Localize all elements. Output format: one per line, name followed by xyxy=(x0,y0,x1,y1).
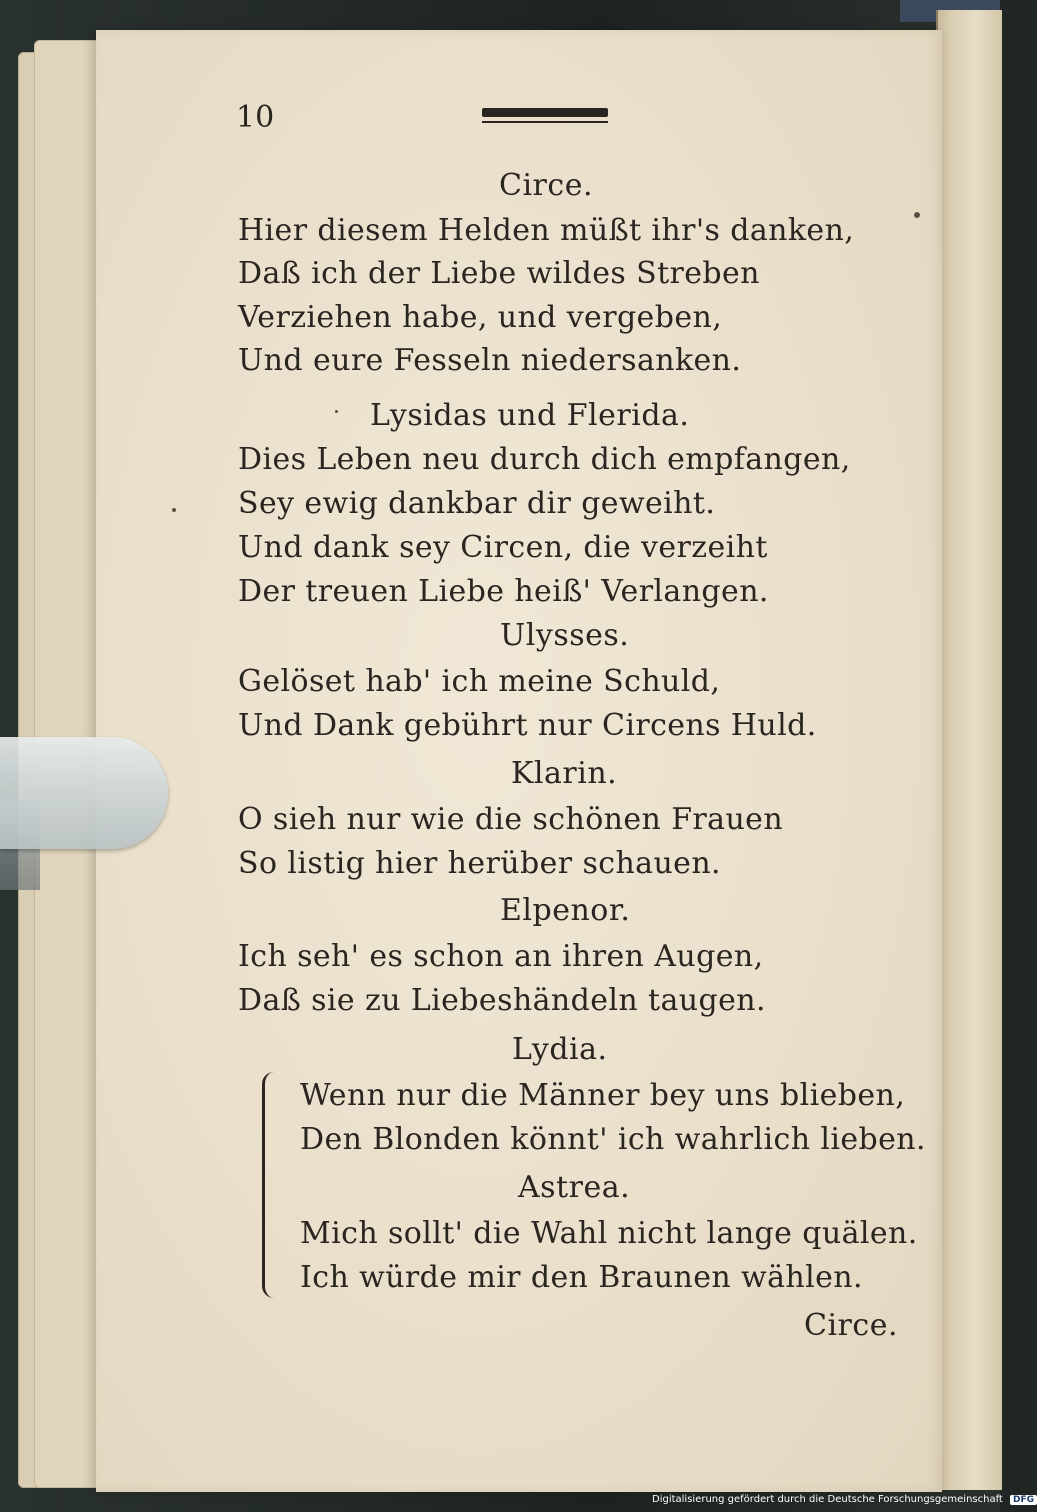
paper-speck xyxy=(914,212,920,218)
speaker-name: Astrea. xyxy=(518,1170,631,1205)
glass-page-clamp xyxy=(0,737,168,849)
verse-line: Wenn nur die Männer bey uns blieben, xyxy=(300,1078,906,1113)
header-rule-thin xyxy=(482,121,608,123)
bracket xyxy=(262,1072,281,1298)
verse-line: Der treuen Liebe heiß' Verlangen. xyxy=(238,574,769,609)
verse-line: Mich sollt' die Wahl nicht lange quälen. xyxy=(300,1216,918,1251)
verse-line: Dies Leben neu durch dich empfangen, xyxy=(238,442,851,477)
footer-text: Digitalisierung gefördert durch die Deutsche Forschungsgemeinschaft xyxy=(652,1494,1003,1505)
verse-line: O sieh nur wie die schönen Frauen xyxy=(238,802,784,837)
verse-line: Und Dank gebührt nur Circens Huld. xyxy=(238,708,817,743)
speaker-name: Elpenor. xyxy=(500,893,631,928)
verse-line: Hier diesem Helden müßt ihr's danken, xyxy=(238,213,855,248)
speaker-name: Klarin. xyxy=(511,756,618,791)
book-right-edge xyxy=(936,10,1002,1490)
paper-speck xyxy=(172,508,176,512)
dfg-logo: DFG xyxy=(1010,1495,1037,1505)
verse-line: Und dank sey Circen, die verzeiht xyxy=(238,530,768,565)
speaker-name: Ulysses. xyxy=(500,618,630,653)
page-number: 10 xyxy=(236,100,275,135)
verse-line: So listig hier herüber schauen. xyxy=(238,846,721,881)
verse-line: Ich würde mir den Braunen wählen. xyxy=(300,1260,863,1295)
verse-line: Und eure Fesseln niedersanken. xyxy=(238,343,742,378)
verse-line: Den Blonden könnt' ich wahrlich lieben. xyxy=(300,1122,926,1157)
verse-line: Gelöset hab' ich meine Schuld, xyxy=(238,664,721,699)
verse-line: Daß ich der Liebe wildes Streben xyxy=(238,256,760,291)
verse-line: Ich seh' es schon an ihren Augen, xyxy=(238,939,764,974)
digitization-footer xyxy=(652,1494,1037,1505)
catchword: Circe. xyxy=(804,1308,898,1343)
verse-line: Verziehen habe, und vergeben, xyxy=(238,300,723,335)
header-rule xyxy=(482,108,608,117)
speaker-name: Lysidas und Flerida. xyxy=(370,398,690,433)
verse-line: Daß sie zu Liebeshändeln taugen. xyxy=(238,983,766,1018)
speaker-name: Circe. xyxy=(499,168,593,203)
verse-line: Sey ewig dankbar dir geweiht. xyxy=(238,486,716,521)
speaker-name: Lydia. xyxy=(512,1032,608,1067)
paper-speck xyxy=(335,410,338,413)
